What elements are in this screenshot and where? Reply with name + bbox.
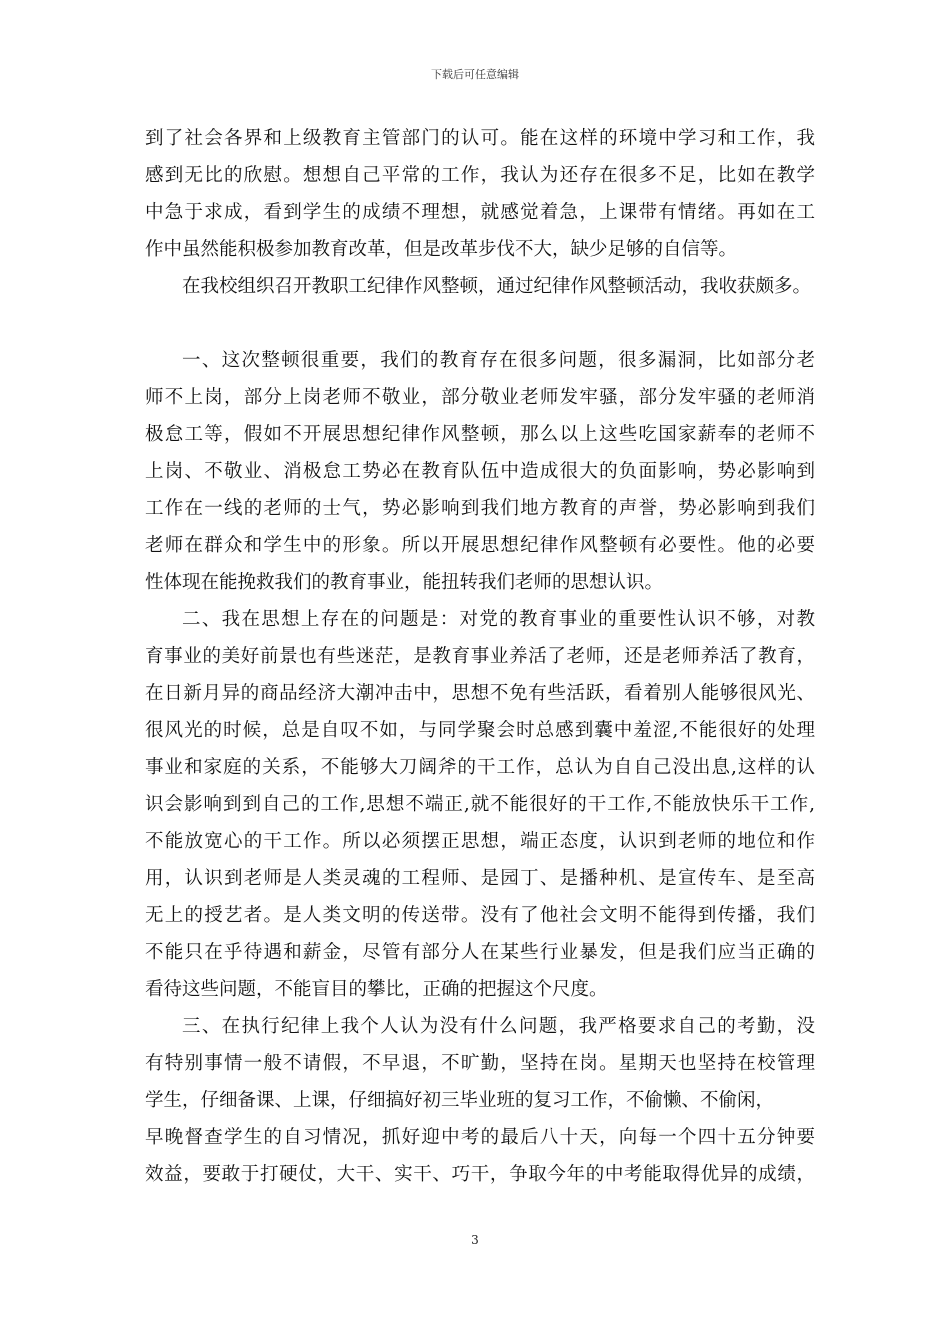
text-line: 性体现在能挽救我们的教育事业，能扭转我们老师的思想认识。	[145, 572, 664, 593]
text-line: 识会影响到到自己的工作,思想不端正,就不能很好的干工作,不能放快乐干工作,	[145, 794, 815, 815]
text-line: 育事业的美好前景也有些迷茫，是教育事业养活了老师，还是老师养活了教育，	[145, 646, 815, 667]
text-line: 一、这次整顿很重要，我们的教育存在很多问题，很多漏洞，比如部分老	[182, 350, 815, 371]
text-line: 很风光的时候，总是自叹不如，与同学聚会时总感到囊中羞涩,不能很好的处理	[145, 720, 815, 741]
text-line: 师不上岗，部分上岗老师不敬业，部分敬业老师发牢骚，部分发牢骚的老师消	[145, 387, 815, 408]
text-line: 作中虽然能积极参加教育改革，但是改革步伐不大，缺少足够的自信等。	[145, 239, 738, 260]
text-line: 在我校组织召开教职工纪律作风整顿，通过纪律作风整顿活动，我收获颇多。	[182, 276, 812, 297]
page-header: 下载后可任意编辑	[431, 68, 519, 81]
text-line: 中急于求成，看到学生的成绩不理想，就感觉着急，上课带有情绪。再如在工	[145, 202, 815, 223]
paragraph-gap	[145, 305, 815, 342]
text-line: 不能只在乎待遇和薪金，尽管有部分人在某些行业暴发，但是我们应当正确的	[145, 942, 815, 963]
text-line: 感到无比的欣慰。想想自己平常的工作，我认为还存在很多不足，比如在教学	[145, 165, 815, 186]
text-line: 早晚督查学生的自习情况，抓好迎中考的最后八十天，向每一个四十五分钟要	[145, 1127, 815, 1148]
page-number: 3	[471, 1233, 479, 1247]
text-line: 用，认识到老师是人类灵魂的工程师、是园丁、是播种机、是宣传车、是至高	[145, 868, 815, 889]
text-line: 看待这些问题，不能盲目的攀比，正确的把握这个尺度。	[145, 979, 608, 1000]
text-line: 上岗、不敬业、消极怠工势必在教育队伍中造成很大的负面影响，势必影响到	[145, 461, 815, 482]
text-line: 在日新月异的商品经济大潮冲击中，思想不免有些活跃，看着别人能够很风光、	[145, 683, 815, 704]
text-line: 事业和家庭的关系，不能够大刀阔斧的干工作，总认为自自己没出息,这样的认	[145, 757, 815, 778]
text-line: 无上的授艺者。是人类文明的传送带。没有了他社会文明不能得到传播，我们	[145, 905, 815, 926]
text-line: 工作在一线的老师的士气，势必影响到我们地方教育的声誉，势必影响到我们	[145, 498, 815, 519]
text-line: 有特别事情一般不请假，不早退，不旷勤，坚持在岗。星期天也坚持在校管理	[145, 1053, 815, 1074]
text-line: 三、在执行纪律上我个人认为没有什么问题，我严格要求自己的考勤，没	[182, 1016, 815, 1037]
text-line: 老师在群众和学生中的形象。所以开展思想纪律作风整顿有必要性。他的必要	[145, 535, 815, 556]
document-body	[145, 120, 815, 1193]
text-line: 极怠工等，假如不开展思想纪律作风整顿，那么以上这些吃国家薪奉的老师不	[145, 424, 815, 445]
text-line: 不能放宽心的干工作。所以必须摆正思想，端正态度，认识到老师的地位和作	[145, 831, 815, 852]
text-line: 效益，要敢于打硬仗，大干、实干、巧干，争取今年的中考能取得优异的成绩，	[145, 1164, 815, 1185]
text-line: 学生，仔细备课、上课，仔细搞好初三毕业班的复习工作，不偷懒、不偷闲，	[145, 1090, 775, 1111]
text-line: 二、我在思想上存在的问题是：对党的教育事业的重要性认识不够，对教	[182, 609, 815, 630]
text-line: 到了社会各界和上级教育主管部门的认可。能在这样的环境中学习和工作，我	[145, 128, 815, 149]
